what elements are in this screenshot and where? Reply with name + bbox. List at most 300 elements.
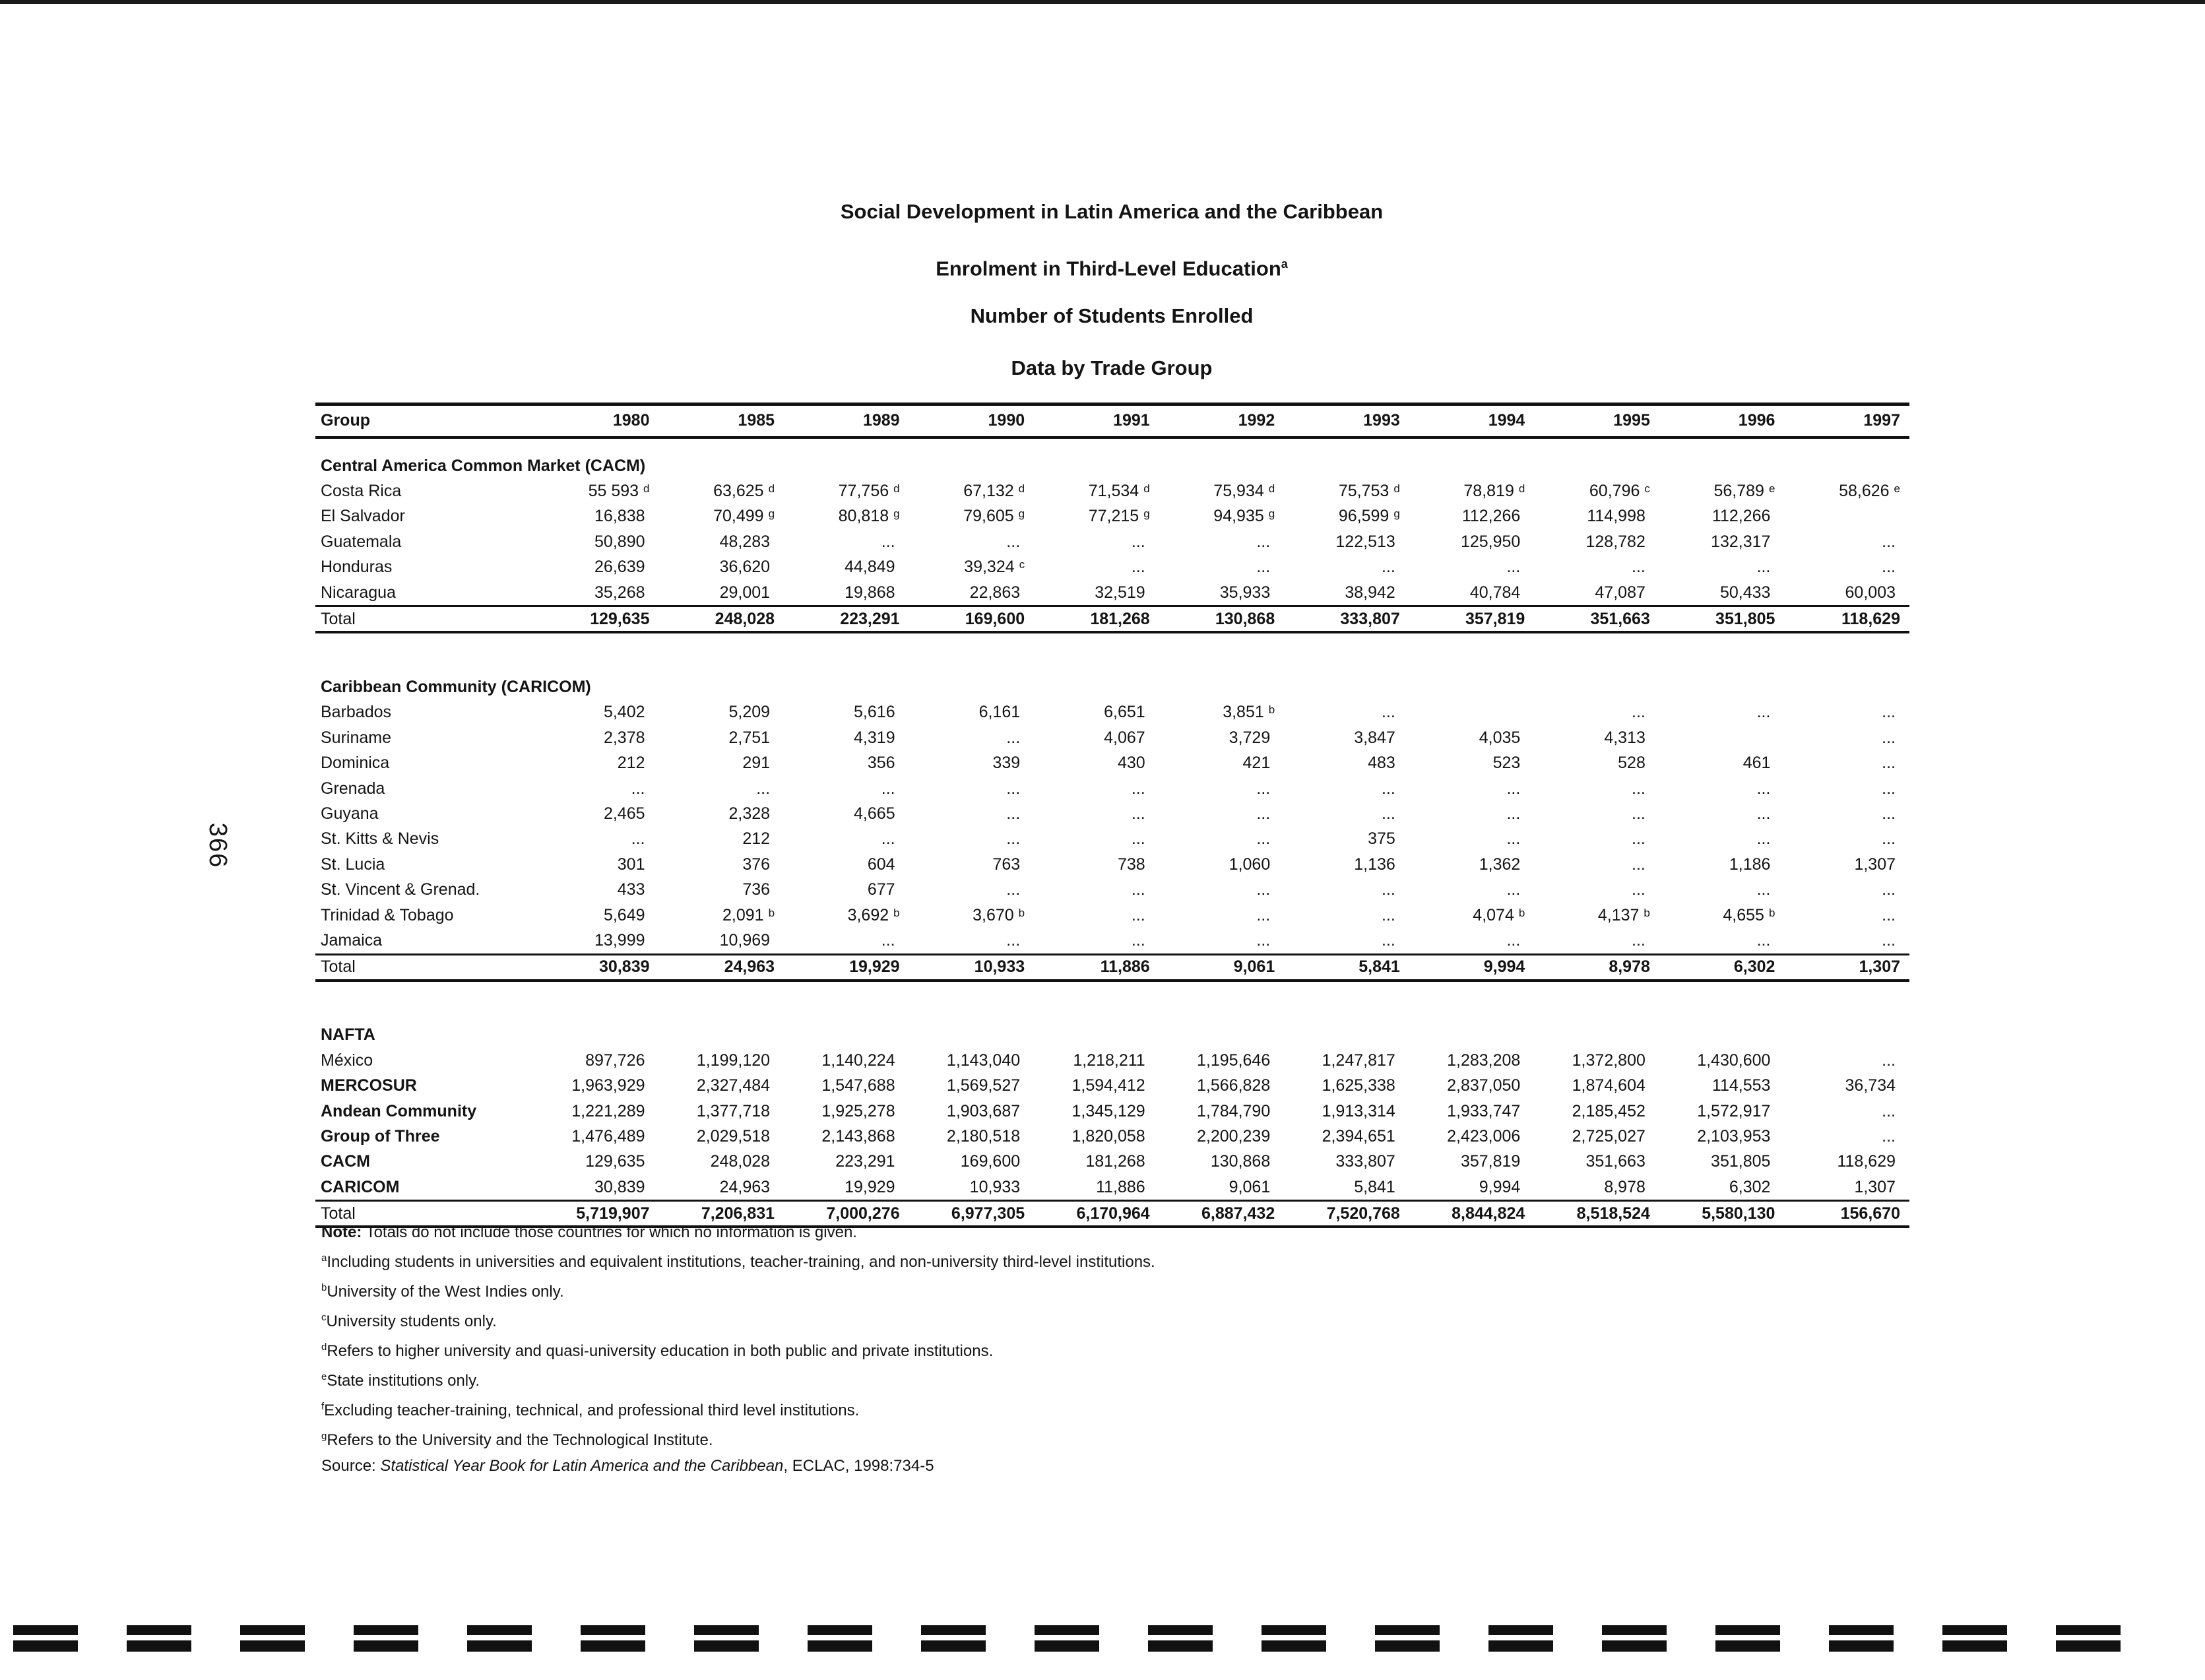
value-cell <box>1284 529 1409 554</box>
cell-value: 50,890 <box>594 532 645 551</box>
footnote-mark: d <box>1143 482 1150 496</box>
value-cell <box>784 801 909 826</box>
footnote-mark: g <box>893 507 900 521</box>
footnote <box>321 1394 1155 1423</box>
cell-value: 125,950 <box>1460 532 1521 551</box>
value-cell <box>1409 504 1535 529</box>
footnote <box>321 1245 1155 1275</box>
cell-value: 738 <box>1117 855 1145 874</box>
row-label: Dominica <box>321 754 390 773</box>
section-title: Caribbean Community (CARICOM) <box>321 678 591 697</box>
value-cell <box>909 903 1035 928</box>
value-cell <box>784 1073 909 1098</box>
header-year: 1997 <box>1784 404 1909 438</box>
value-cell <box>1034 725 1159 750</box>
table-body <box>315 437 1909 1227</box>
cell-value: 1,933,747 <box>1447 1101 1521 1120</box>
table-row <box>315 801 1909 826</box>
cell-value: ... <box>1256 779 1271 798</box>
value-cell <box>1034 801 1159 826</box>
total-row <box>315 954 1909 981</box>
value-cell <box>659 877 784 902</box>
value-cell <box>534 580 659 606</box>
row-label: Suriname <box>321 728 391 747</box>
row-label: Guatemala <box>321 532 402 551</box>
cell-value: 24,963 <box>719 1177 771 1196</box>
value-cell <box>534 700 659 725</box>
value-cell <box>659 478 784 503</box>
footnote-text: Refers to the University and the Technological Institute. <box>327 1431 713 1449</box>
value-cell <box>1409 827 1535 852</box>
cell-value: 1,143,040 <box>946 1050 1021 1070</box>
footnote <box>321 1305 1155 1334</box>
footnote-mark: d <box>1268 482 1275 496</box>
value-cell <box>1659 928 1785 954</box>
cell-value: 50,433 <box>1719 583 1771 602</box>
cell-value: 3,692 <box>847 905 889 924</box>
table-row <box>315 1099 1909 1124</box>
cell-value: ... <box>1756 804 1771 823</box>
value-cell <box>1159 1073 1285 1098</box>
value-cell <box>1159 751 1285 776</box>
cell-value: 2,200,239 <box>1197 1126 1271 1146</box>
cell-value: 4,137 <box>1597 905 1640 924</box>
cell-value: 5,616 <box>854 703 895 722</box>
cell-value: 2,837,050 <box>1447 1076 1521 1095</box>
value-cell <box>1284 1048 1409 1073</box>
subtitle-enrolment <box>317 247 1907 300</box>
value-cell <box>1409 1149 1535 1175</box>
total-value: 351,805 <box>1659 606 1785 633</box>
edge-mark <box>1148 1625 1213 1652</box>
row-label: Barbados <box>321 703 392 722</box>
row-label: Trinidad & Tobago <box>321 905 454 924</box>
cell-value: 96,599 <box>1338 507 1390 526</box>
section-title-row <box>315 453 1909 478</box>
value-cell <box>659 827 784 852</box>
cell-value: 71,534 <box>1088 482 1139 501</box>
value-cell <box>659 776 784 801</box>
value-cell <box>1284 555 1409 580</box>
total-value: 6,302 <box>1659 954 1785 981</box>
value-cell <box>1659 827 1785 852</box>
table-row <box>315 555 1909 580</box>
value-cell <box>1534 555 1659 580</box>
footnote-mark: b <box>1018 906 1025 919</box>
value-cell <box>1284 478 1409 503</box>
total-value: 130,868 <box>1159 606 1285 633</box>
cell-value: 2,091 <box>722 905 764 924</box>
value-cell <box>1659 504 1785 529</box>
cell-value: ... <box>1756 703 1771 722</box>
notes-block <box>321 1219 1155 1479</box>
cell-value: 4,067 <box>1104 728 1145 747</box>
table-row <box>315 529 1909 554</box>
total-value: 357,819 <box>1409 606 1535 633</box>
value-cell <box>1409 1175 1535 1201</box>
table-row <box>315 852 1909 877</box>
value-cell <box>1409 529 1535 554</box>
value-cell <box>909 1124 1035 1149</box>
cell-value: ... <box>881 930 895 950</box>
total-value: 8,978 <box>1534 954 1659 981</box>
cell-value: ... <box>1882 558 1896 577</box>
cell-value: ... <box>1506 779 1521 798</box>
cell-value: 4,655 <box>1723 905 1764 924</box>
footnote-text: Excluding teacher-training, technical, and professional third level institutions. <box>324 1402 860 1419</box>
subtitle-enrolment-text: Enrolment in Third-Level Education <box>936 257 1281 280</box>
cell-value: 26,639 <box>594 558 645 577</box>
footnote <box>321 1364 1155 1394</box>
value-cell <box>1159 700 1285 725</box>
value-cell <box>659 801 784 826</box>
cell-value: ... <box>1882 930 1896 950</box>
cell-value: 60,003 <box>1845 583 1896 602</box>
cell-value: 1,913,314 <box>1322 1101 1395 1120</box>
cell-value: 75,753 <box>1338 482 1390 501</box>
value-cell <box>1034 852 1159 877</box>
value-cell <box>1534 700 1659 725</box>
cell-value: ... <box>1256 804 1271 823</box>
value-cell <box>1409 776 1535 801</box>
value-cell <box>659 555 784 580</box>
cell-value: ... <box>631 829 645 849</box>
value-cell <box>1034 1124 1159 1149</box>
cell-value: 48,283 <box>719 532 771 551</box>
cell-value: ... <box>1256 905 1271 924</box>
header-year: 1980 <box>534 404 659 438</box>
value-cell <box>659 1048 784 1073</box>
table-row <box>315 827 1909 852</box>
cell-value: 78,819 <box>1463 482 1514 501</box>
value-cell <box>784 580 909 606</box>
cell-value: 47,087 <box>1595 583 1646 602</box>
value-cell <box>909 877 1035 902</box>
cell-value: ... <box>631 779 645 798</box>
cell-value: ... <box>1632 880 1646 899</box>
cell-value: 1,060 <box>1229 855 1271 874</box>
value-cell <box>784 504 909 529</box>
footnote-text: Refers to higher university and quasi-university education in both public and private institutions. <box>327 1342 994 1360</box>
note-label: Note: <box>321 1223 362 1241</box>
row-label: Grenada <box>321 779 385 798</box>
value-cell <box>1659 580 1785 606</box>
cell-value: 3,847 <box>1354 728 1395 747</box>
value-cell <box>534 1124 659 1149</box>
value-cell <box>659 580 784 606</box>
footnote-mark: c <box>1644 482 1650 496</box>
total-value: 7,000,276 <box>784 1201 909 1227</box>
cell-value: 357,819 <box>1460 1152 1521 1171</box>
value-cell <box>1409 903 1535 928</box>
cell-value: 6,302 <box>1729 1177 1771 1196</box>
value-cell <box>1409 928 1535 954</box>
value-cell <box>534 776 659 801</box>
value-cell <box>534 725 659 750</box>
edge-mark <box>1602 1625 1667 1652</box>
total-value: 351,663 <box>1534 606 1659 633</box>
edge-mark <box>13 1625 78 1652</box>
cell-value: 1,566,828 <box>1197 1076 1271 1095</box>
cell-value: 1,199,120 <box>696 1050 771 1070</box>
value-cell <box>1784 1048 1909 1073</box>
row-label: Nicaragua <box>321 583 396 602</box>
cell-value: 112,266 <box>1461 507 1521 526</box>
cell-value: 30,839 <box>594 1177 645 1196</box>
cell-value: 1,136 <box>1354 855 1395 874</box>
cell-value: 70,499 <box>713 507 764 526</box>
cell-value: ... <box>1131 558 1145 577</box>
edge-mark <box>240 1625 305 1652</box>
row-label: Group of Three <box>321 1126 440 1146</box>
cell-value: 1,625,338 <box>1322 1076 1395 1095</box>
footnote-mark: b <box>893 906 900 919</box>
edge-mark <box>2056 1625 2121 1652</box>
value-cell <box>659 1099 784 1124</box>
value-cell <box>1409 555 1535 580</box>
row-label: Andean Community <box>321 1101 477 1120</box>
value-cell <box>534 1073 659 1098</box>
footnote-mark: g <box>1393 507 1400 521</box>
value-cell <box>1784 1175 1909 1201</box>
value-cell <box>909 504 1035 529</box>
value-cell <box>1659 1124 1785 1149</box>
cell-value: ... <box>1756 779 1771 798</box>
cell-value: ... <box>1381 905 1395 924</box>
cell-value: 2,327,484 <box>696 1076 771 1095</box>
table-row <box>315 776 1909 801</box>
title-block <box>317 195 1907 404</box>
value-cell <box>1784 1124 1909 1149</box>
value-cell <box>659 700 784 725</box>
value-cell <box>1659 751 1785 776</box>
cell-value: ... <box>881 532 895 551</box>
edge-mark <box>921 1625 986 1652</box>
cell-value: 1,569,527 <box>946 1076 1021 1095</box>
total-value: 7,520,768 <box>1284 1201 1409 1227</box>
row-label: St. Lucia <box>321 855 385 874</box>
value-cell <box>784 1149 909 1175</box>
value-cell <box>1284 928 1409 954</box>
value-cell <box>1284 580 1409 606</box>
cell-value: ... <box>1006 532 1021 551</box>
total-value: 1,307 <box>1784 954 1909 981</box>
value-cell <box>1159 827 1285 852</box>
edge-mark <box>694 1625 759 1652</box>
cell-value: ... <box>1381 880 1395 899</box>
total-value: 248,028 <box>659 606 784 633</box>
value-cell <box>784 903 909 928</box>
value-cell <box>909 1099 1035 1124</box>
cell-value: ... <box>1756 829 1771 849</box>
value-cell <box>534 529 659 554</box>
cell-value: 35,268 <box>594 583 645 602</box>
cell-value: 421 <box>1242 754 1271 773</box>
value-cell <box>1534 529 1659 554</box>
cell-value: 1,903,687 <box>946 1101 1021 1120</box>
cell-value: 29,001 <box>719 583 771 602</box>
row-label: CARICOM <box>321 1177 400 1196</box>
cell-value: 1,547,688 <box>821 1076 895 1095</box>
total-row <box>315 606 1909 633</box>
header-year: 1994 <box>1409 404 1535 438</box>
total-value: 30,839 <box>534 954 659 981</box>
spacer-cell <box>315 437 1909 453</box>
total-value: 6,887,432 <box>1159 1201 1285 1227</box>
cell-value: 8,978 <box>1604 1177 1646 1196</box>
edge-mark <box>1829 1625 1894 1652</box>
cell-value: 5,209 <box>728 703 771 722</box>
value-cell <box>1284 700 1409 725</box>
footnote-mark: g <box>1143 507 1150 521</box>
cell-value: 118,629 <box>1837 1152 1896 1171</box>
cell-value: 38,942 <box>1345 583 1395 602</box>
value-cell <box>1034 1073 1159 1098</box>
cell-value: 181,268 <box>1085 1152 1145 1171</box>
total-label: Total <box>315 954 534 981</box>
cell-value: 56,789 <box>1713 482 1764 501</box>
value-cell <box>659 1124 784 1149</box>
cell-value: 79,605 <box>963 507 1014 526</box>
cell-value: 19,868 <box>845 583 895 602</box>
cell-value: ... <box>1256 930 1271 950</box>
value-cell <box>909 1149 1035 1175</box>
value-cell <box>1159 580 1285 606</box>
value-cell <box>1659 1175 1785 1201</box>
cell-value: 1,372,800 <box>1572 1050 1646 1070</box>
value-cell <box>1034 877 1159 902</box>
cell-value: 75,934 <box>1213 482 1264 501</box>
cell-value: ... <box>1256 558 1271 577</box>
cell-value: 5,841 <box>1354 1177 1395 1196</box>
value-cell <box>1534 751 1659 776</box>
cell-value: 1,784,790 <box>1197 1101 1271 1120</box>
total-value: 5,841 <box>1284 954 1409 981</box>
value-cell <box>1784 700 1909 725</box>
value-cell <box>1534 580 1659 606</box>
cell-value: 763 <box>992 855 1021 874</box>
value-cell <box>1284 776 1409 801</box>
row-label: Guyana <box>321 804 379 823</box>
cell-value: 130,868 <box>1210 1152 1271 1171</box>
value-cell <box>1159 852 1285 877</box>
value-cell <box>784 478 909 503</box>
cell-value: 35,933 <box>1219 583 1271 602</box>
source-line <box>321 1453 1155 1479</box>
value-cell <box>1284 504 1409 529</box>
footnote-mark: c <box>1019 558 1025 571</box>
value-cell <box>1659 1073 1785 1098</box>
scan-edge-marks <box>0 1625 2205 1652</box>
enrolment-table <box>315 403 1909 1228</box>
cell-value: 376 <box>742 855 771 874</box>
cell-value: 2,103,953 <box>1697 1126 1771 1146</box>
cell-value: 36,620 <box>719 558 771 577</box>
value-cell <box>1034 903 1159 928</box>
value-cell <box>1784 1149 1909 1175</box>
cell-value: ... <box>1506 930 1521 950</box>
cell-value: ... <box>1882 905 1896 924</box>
cell-value: 1,963,929 <box>571 1076 645 1095</box>
cell-value: 1,221,289 <box>571 1101 645 1120</box>
footnote-letter: f <box>321 1401 325 1412</box>
value-cell <box>1034 928 1159 954</box>
row-label: Honduras <box>321 558 393 577</box>
subtitle-trade-group: Data by Trade Group <box>1011 356 1213 379</box>
cell-value: ... <box>1381 703 1395 722</box>
cell-value: 19,929 <box>845 1177 895 1196</box>
value-cell <box>1159 725 1285 750</box>
cell-value: 1,377,718 <box>696 1101 771 1120</box>
cell-value: ... <box>1756 558 1771 577</box>
value-cell <box>1159 1149 1285 1175</box>
cell-value: ... <box>1256 829 1271 849</box>
cell-value: 4,319 <box>854 728 895 747</box>
table-row <box>315 877 1909 902</box>
value-cell <box>1034 776 1159 801</box>
value-cell <box>1784 903 1909 928</box>
value-cell <box>1284 827 1409 852</box>
cell-value: ... <box>1632 855 1646 874</box>
value-cell <box>1534 852 1659 877</box>
value-cell <box>1409 725 1535 750</box>
value-cell <box>1659 700 1785 725</box>
cell-value: 1,307 <box>1854 855 1896 874</box>
value-cell <box>909 1175 1035 1201</box>
cell-value: ... <box>1506 829 1521 849</box>
value-cell <box>1784 1099 1909 1124</box>
value-cell <box>1784 580 1909 606</box>
footnote-mark: e <box>1894 482 1900 496</box>
edge-mark <box>1942 1625 2007 1652</box>
value-cell <box>1784 529 1909 554</box>
value-cell <box>534 1099 659 1124</box>
cell-value: 9,994 <box>1479 1177 1521 1196</box>
footnote-mark: d <box>1018 482 1025 496</box>
value-cell <box>1159 776 1285 801</box>
value-cell <box>1034 1149 1159 1175</box>
subtitle-number: Number of Students Enrolled <box>970 304 1254 327</box>
cell-value: ... <box>1381 804 1395 823</box>
value-cell <box>1784 827 1909 852</box>
cell-value: 3,851 <box>1223 703 1264 722</box>
value-cell <box>534 751 659 776</box>
value-cell <box>659 903 784 928</box>
value-cell <box>1159 1124 1285 1149</box>
cell-value: 94,935 <box>1213 507 1264 526</box>
cell-value: 55 593 <box>588 482 639 501</box>
value-cell <box>784 877 909 902</box>
total-value: 156,670 <box>1784 1201 1909 1227</box>
value-cell <box>1159 1048 1285 1073</box>
cell-value: ... <box>1381 930 1395 950</box>
value-cell <box>1159 1099 1285 1124</box>
cell-value: 10,969 <box>719 930 771 950</box>
cell-value: 1,820,058 <box>1071 1126 1145 1146</box>
cell-value: 1,307 <box>1854 1177 1896 1196</box>
footnote <box>321 1334 1155 1364</box>
value-cell <box>784 827 909 852</box>
cell-value: 339 <box>992 754 1021 773</box>
cell-value: 132,317 <box>1711 532 1771 551</box>
value-cell <box>909 801 1035 826</box>
cell-value: 80,818 <box>838 507 889 526</box>
value-cell <box>659 529 784 554</box>
value-cell <box>534 877 659 902</box>
cell-value: ... <box>881 779 895 798</box>
value-cell <box>1034 700 1159 725</box>
cell-value: 128,782 <box>1585 532 1646 551</box>
